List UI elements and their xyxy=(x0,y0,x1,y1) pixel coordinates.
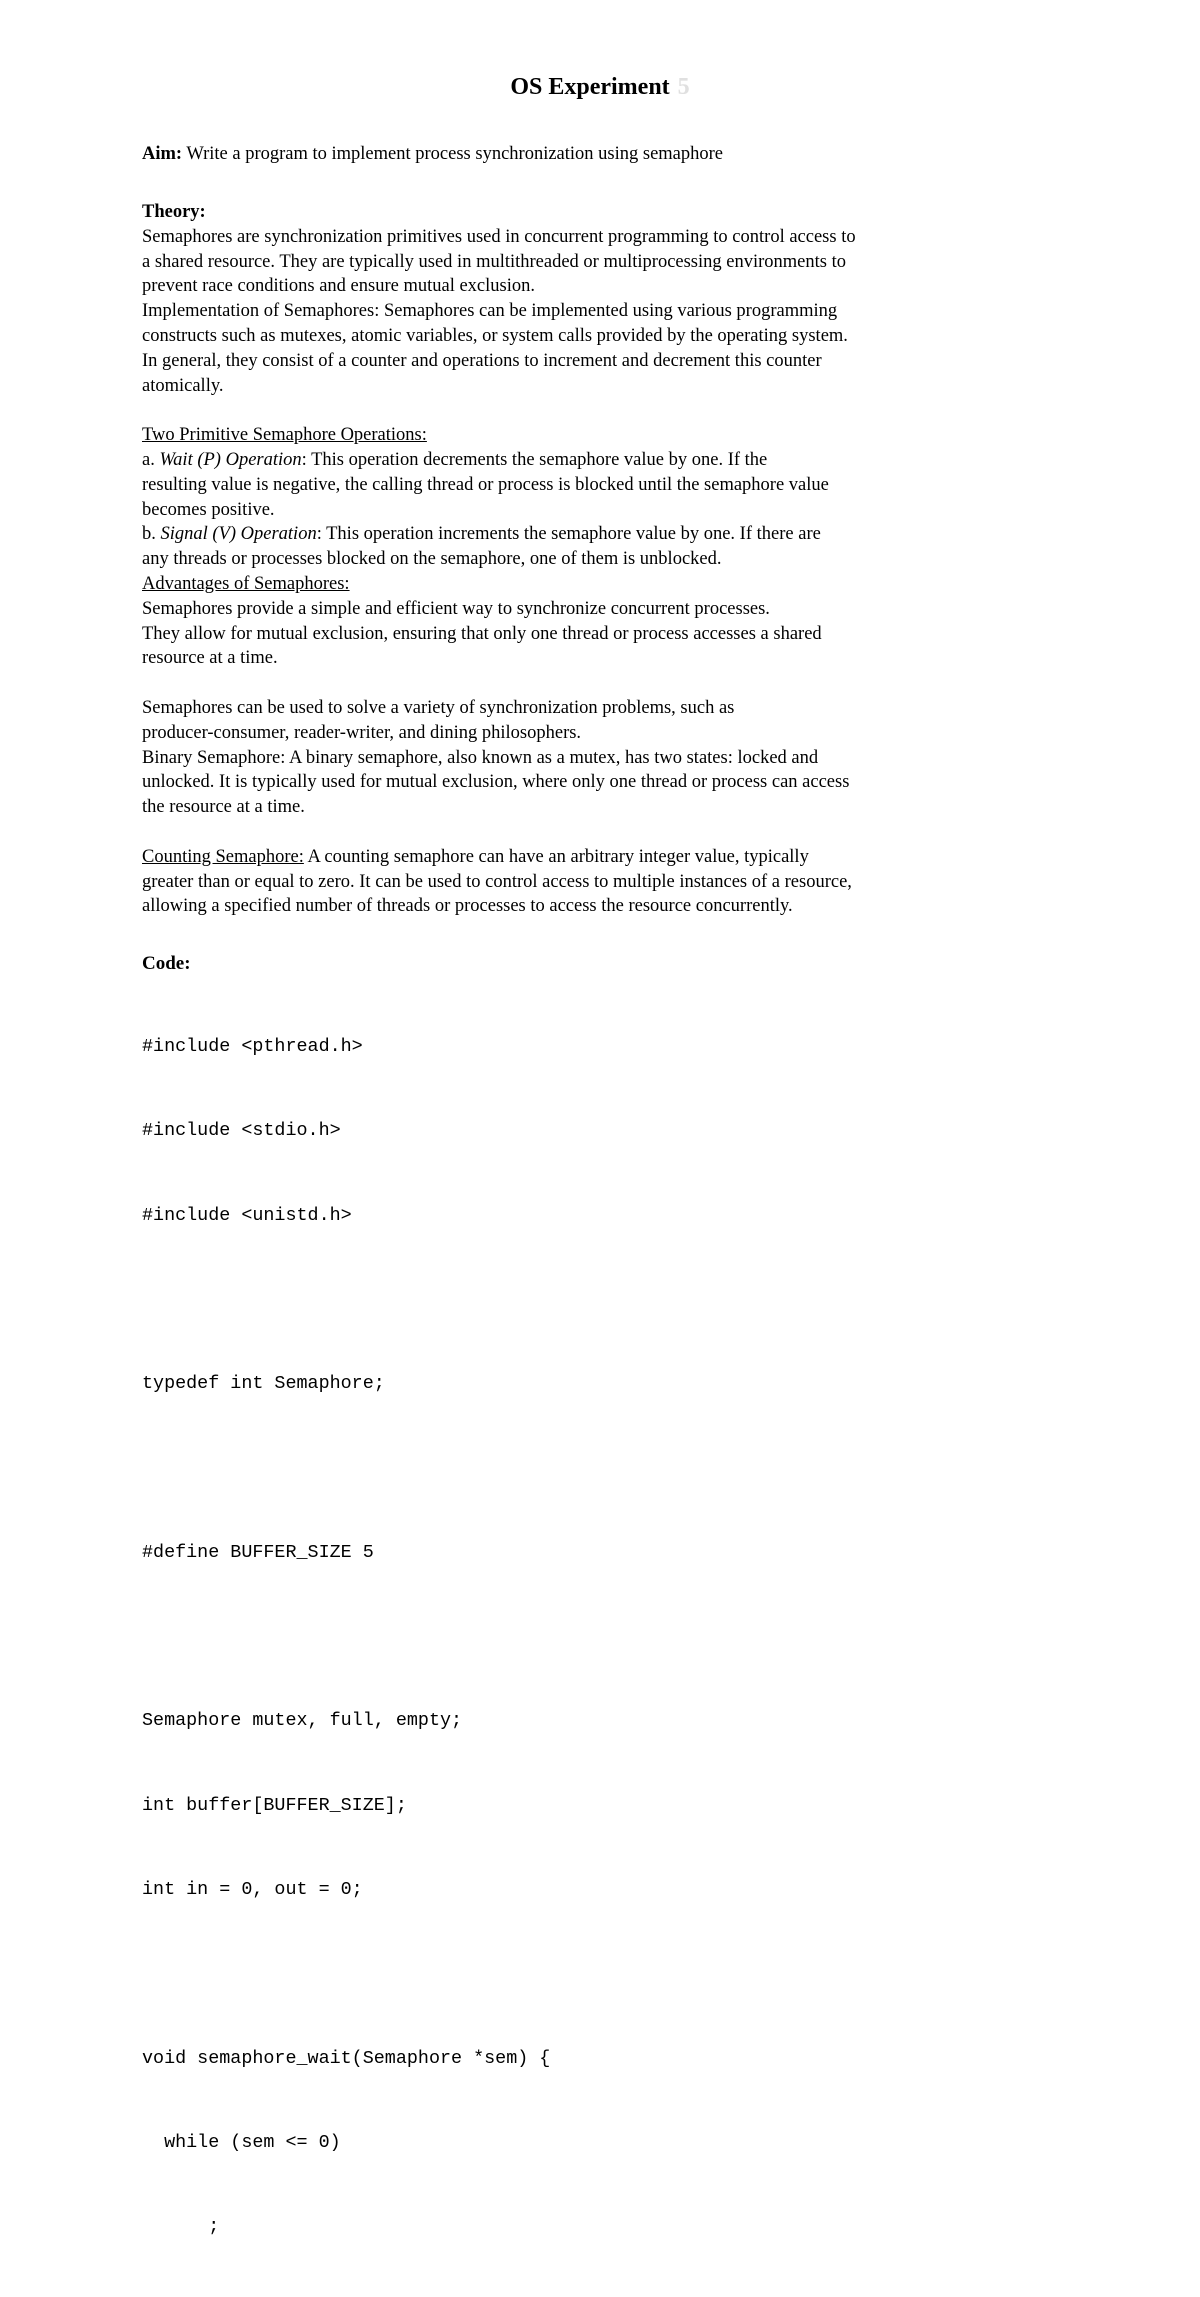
theory-line: In general, they consist of a counter and operations to increment and decrement this counter xyxy=(142,350,822,371)
theory-line: prevent race conditions and ensure mutual exclusion. xyxy=(142,276,535,297)
advantages-heading: Advantages of Semaphores: xyxy=(142,573,350,594)
signal-operation-text: : This operation increments the semaphore value by one. If there are xyxy=(316,524,821,545)
code-line: int buffer[BUFFER_SIZE]; xyxy=(142,1794,407,1816)
usage-line: Binary Semaphore: A binary semaphore, also known as a mutex, has two states: locked and xyxy=(142,747,819,768)
advantages-line: Semaphores provide a simple and efficient way to synchronize concurrent processes. xyxy=(142,598,770,619)
wait-operation-line xyxy=(142,448,992,473)
code-line: #include <stdio.h> xyxy=(142,1120,341,1142)
usage-line: unlocked. It is typically used for mutual exclusion, where only one thread or process can access xyxy=(142,772,850,793)
theory-line: Semaphores are synchronization primitives used in concurrent programming to control access to xyxy=(142,226,856,247)
signal-prefix: b. xyxy=(142,524,161,545)
wait-line: resulting value is negative, the calling thread or process is blocked until the semaphore value xyxy=(142,474,829,495)
operations-heading: Two Primitive Semaphore Operations: xyxy=(142,425,427,446)
wait-line: becomes positive. xyxy=(142,499,275,520)
aim-paragraph xyxy=(142,142,992,167)
code-line xyxy=(142,1960,550,1988)
theory-line: atomically. xyxy=(142,375,224,396)
code-line: while (sem <= 0) xyxy=(142,2131,341,2153)
code-line xyxy=(142,1623,550,1651)
counting-line: allowing a specified number of threads or processes to access the resource concurrently. xyxy=(142,896,793,917)
code-line: void semaphore_wait(Semaphore *sem) { xyxy=(142,2047,551,2069)
code-line: int in = 0, out = 0; xyxy=(142,1879,363,1900)
title-text: OS Experiment xyxy=(510,74,670,100)
theory-line: Implementation of Semaphores: Semaphores can be implemented using various programming xyxy=(142,301,838,322)
code-line: typedef int Semaphore; xyxy=(142,1373,385,1395)
theory-line: a shared resource. They are typically used in multithreaded or multiprocessing environments to xyxy=(142,251,846,272)
theory-line: constructs such as mutexes, atomic variables, or system calls provided by the operating system. xyxy=(142,325,848,346)
counting-line: greater than or equal to zero. It can be used to control access to multiple instances of a resource, xyxy=(142,871,852,892)
title-number: 5 xyxy=(677,74,690,100)
theory-section xyxy=(142,200,992,919)
code-block xyxy=(142,977,550,2297)
aim-text: Write a program to implement process synchronization using semaphore xyxy=(182,144,724,164)
wait-operation-text: : This operation decrements the semaphore value by one. If the xyxy=(301,449,768,470)
wait-operation-label: Wait (P) Operation xyxy=(159,449,302,470)
code-line: #include <pthread.h> xyxy=(142,1036,363,1058)
signal-operation-line xyxy=(142,522,992,547)
signal-line: any threads or processes blocked on the semaphore, one of them is unblocked. xyxy=(142,549,722,570)
code-line: #include <unistd.h> xyxy=(142,1204,352,1226)
code-line xyxy=(142,1455,550,1483)
counting-text: A counting semaphore can have an arbitrary integer value, typically xyxy=(303,846,809,867)
advantages-line: They allow for mutual exclusion, ensuring that only one thread or process accesses a shared xyxy=(142,623,822,644)
advantages-line: resource at a time. xyxy=(142,648,278,669)
document-title xyxy=(0,72,1200,102)
wait-prefix: a. xyxy=(142,449,160,470)
usage-line: producer-consumer, reader-writer, and dining philosophers. xyxy=(142,722,582,743)
signal-operation-label: Signal (V) Operation xyxy=(160,524,317,545)
theory-heading: Theory: xyxy=(142,202,206,222)
code-line: ; xyxy=(142,2216,220,2238)
code-line xyxy=(142,1286,550,1314)
aim-label: Aim: xyxy=(142,144,183,164)
spacer xyxy=(142,820,992,845)
usage-line: Semaphores can be used to solve a variety of synchronization problems, such as xyxy=(142,697,735,718)
spacer xyxy=(142,671,992,696)
code-line: #define BUFFER_SIZE 5 xyxy=(142,1541,374,1563)
spacer xyxy=(142,398,992,423)
code-line: Semaphore mutex, full, empty; xyxy=(142,1710,463,1732)
usage-line: the resource at a time. xyxy=(142,797,305,818)
code-heading: Code: xyxy=(142,953,191,974)
counting-label: Counting Semaphore: xyxy=(142,846,304,867)
counting-semaphore-line xyxy=(142,845,992,870)
